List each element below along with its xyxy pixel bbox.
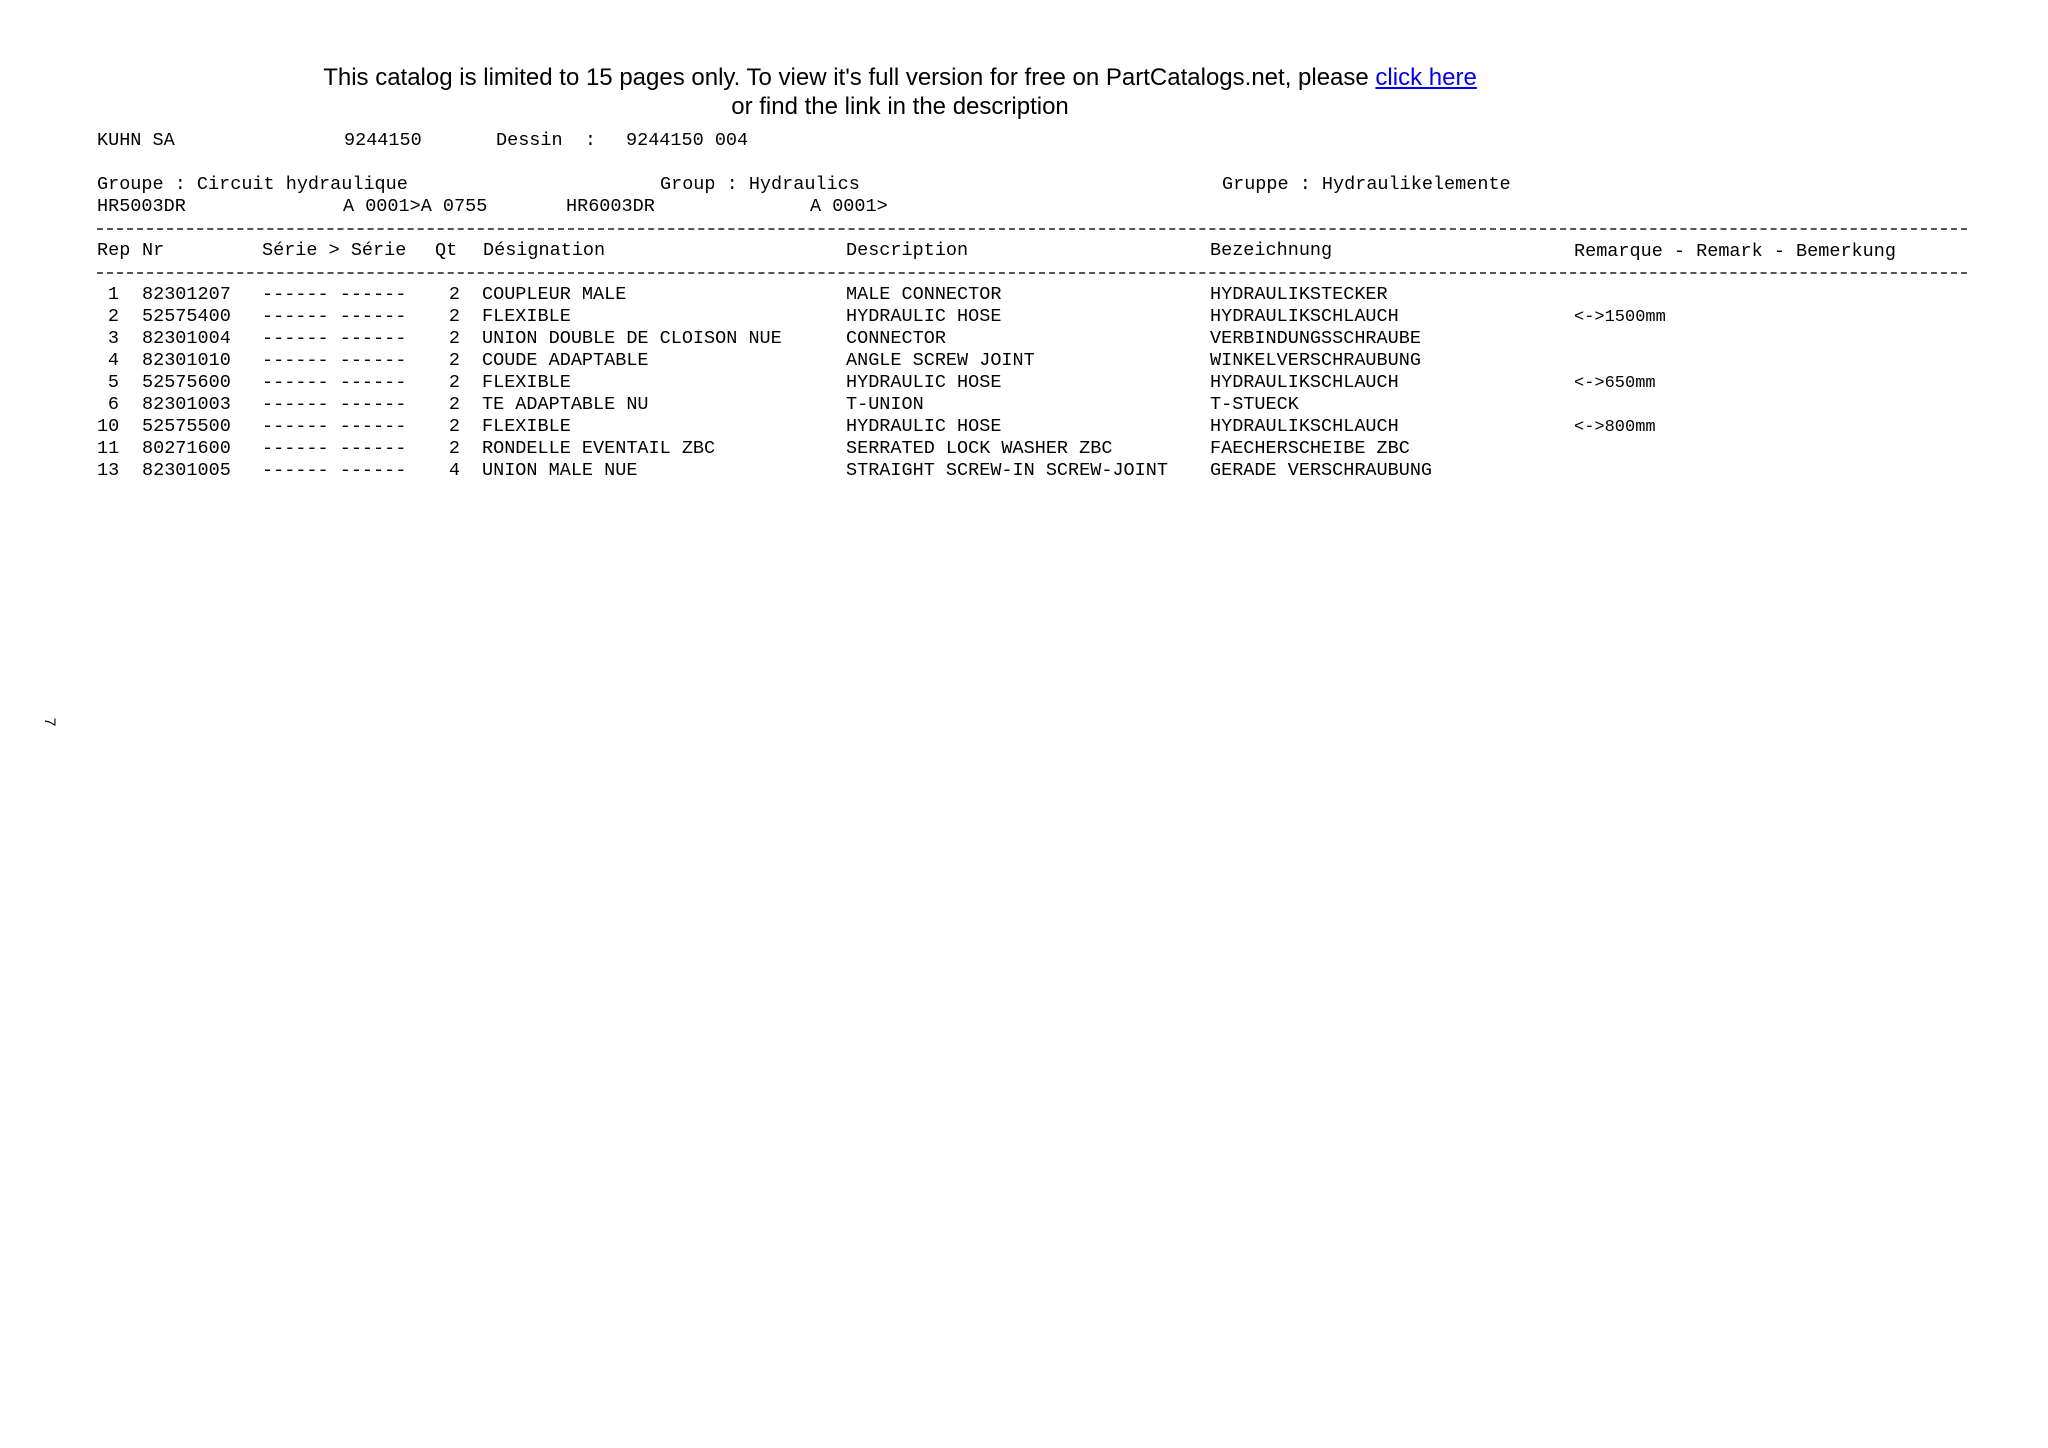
cell-bezeichnung: HYDRAULIKSCHLAUCH bbox=[1210, 416, 1399, 437]
cell-rep: 11 bbox=[97, 438, 120, 459]
cell-description: HYDRAULIC HOSE bbox=[846, 306, 1002, 327]
header-rule-top bbox=[97, 228, 1967, 230]
cell-rep: 5 bbox=[107, 372, 119, 393]
cell-bezeichnung: HYDRAULIKSCHLAUCH bbox=[1210, 372, 1399, 393]
model-2-range: A 0001> bbox=[810, 196, 888, 217]
cell-designation: FLEXIBLE bbox=[482, 306, 571, 327]
cell-bezeichnung: VERBINDUNGSSCHRAUBE bbox=[1210, 328, 1421, 349]
cell-designation: RONDELLE EVENTAIL ZBC bbox=[482, 438, 716, 459]
cell-description: MALE CONNECTOR bbox=[846, 284, 1002, 305]
col-rep: Rep bbox=[97, 240, 131, 261]
catalog-banner-line2: or find the link in the description bbox=[731, 93, 1069, 120]
cell-remark: <->800mm bbox=[1574, 418, 1656, 437]
cell-remark: <->650mm bbox=[1574, 374, 1656, 393]
margin-page-mark: 7 bbox=[39, 717, 58, 727]
cell-serie: ------ ------ bbox=[262, 460, 407, 481]
cell-serie: ------ ------ bbox=[262, 438, 407, 459]
cell-serie: ------ ------ bbox=[262, 350, 407, 371]
cell-serie: ------ ------ bbox=[262, 284, 407, 305]
model-2: HR6003DR bbox=[566, 196, 655, 217]
cell-bezeichnung: GERADE VERSCHRAUBUNG bbox=[1210, 460, 1433, 481]
cell-designation: FLEXIBLE bbox=[482, 372, 571, 393]
cell-bezeichnung: T-STUECK bbox=[1210, 394, 1299, 415]
cell-bezeichnung: FAECHERSCHEIBE ZBC bbox=[1210, 438, 1410, 459]
cell-rep: 3 bbox=[107, 328, 119, 349]
cell-designation: COUPLEUR MALE bbox=[482, 284, 627, 305]
cell-nr: 52575600 bbox=[142, 372, 231, 393]
group-en: Group : Hydraulics bbox=[660, 174, 860, 195]
cell-qt: 2 bbox=[448, 306, 460, 327]
cell-description: HYDRAULIC HOSE bbox=[846, 372, 1002, 393]
company-name: KUHN SA bbox=[97, 130, 175, 151]
cell-qt: 2 bbox=[448, 416, 460, 437]
cell-bezeichnung: WINKELVERSCHRAUBUNG bbox=[1210, 350, 1421, 371]
cell-qt: 2 bbox=[448, 438, 460, 459]
cell-qt: 2 bbox=[448, 394, 460, 415]
col-qt: Qt bbox=[435, 240, 458, 261]
cell-nr: 80271600 bbox=[142, 438, 231, 459]
cell-rep: 6 bbox=[107, 394, 119, 415]
cell-nr: 82301005 bbox=[142, 460, 231, 481]
dessin-label: Dessin : bbox=[496, 130, 596, 151]
cell-description: STRAIGHT SCREW-IN SCREW-JOINT bbox=[846, 460, 1168, 481]
banner-text: This catalog is limited to 15 pages only. To view it's full version for free on PartCatalogs.net, please bbox=[323, 64, 1369, 91]
cell-qt: 4 bbox=[448, 460, 460, 481]
model-1-range: A 0001>A 0755 bbox=[343, 196, 488, 217]
click-here-link[interactable]: click here bbox=[1375, 64, 1477, 91]
cell-designation: TE ADAPTABLE NU bbox=[482, 394, 649, 415]
cell-designation: UNION MALE NUE bbox=[482, 460, 638, 481]
cell-rep: 13 bbox=[97, 460, 120, 481]
cell-rep: 10 bbox=[97, 416, 120, 437]
col-remark: Remarque - Remark - Bemerkung bbox=[1574, 241, 1896, 262]
cell-designation: COUDE ADAPTABLE bbox=[482, 350, 649, 371]
col-description: Description bbox=[846, 240, 969, 261]
group-de: Gruppe : Hydraulikelemente bbox=[1222, 174, 1511, 195]
cell-description: SERRATED LOCK WASHER ZBC bbox=[846, 438, 1113, 459]
cell-qt: 2 bbox=[448, 284, 460, 305]
dessin-value: 9244150 004 bbox=[626, 130, 749, 151]
cell-designation: UNION DOUBLE DE CLOISON NUE bbox=[482, 328, 782, 349]
col-bezeichnung: Bezeichnung bbox=[1210, 240, 1333, 261]
cell-serie: ------ ------ bbox=[262, 394, 407, 415]
cell-description: T-UNION bbox=[846, 394, 924, 415]
cell-nr: 82301003 bbox=[142, 394, 231, 415]
col-serie: Série > Série bbox=[262, 240, 407, 261]
cell-qt: 2 bbox=[448, 328, 460, 349]
cell-description: HYDRAULIC HOSE bbox=[846, 416, 1002, 437]
cell-serie: ------ ------ bbox=[262, 416, 407, 437]
col-designation: Désignation bbox=[483, 240, 606, 261]
cell-nr: 82301004 bbox=[142, 328, 231, 349]
catalog-ref: 9244150 bbox=[344, 130, 422, 151]
header-rule-bottom bbox=[97, 272, 1967, 274]
catalog-banner-line1 bbox=[0, 64, 1800, 92]
cell-nr: 82301010 bbox=[142, 350, 231, 371]
cell-rep: 2 bbox=[107, 306, 119, 327]
cell-description: ANGLE SCREW JOINT bbox=[846, 350, 1035, 371]
cell-remark: <->1500mm bbox=[1574, 308, 1666, 327]
cell-designation: FLEXIBLE bbox=[482, 416, 571, 437]
cell-nr: 52575400 bbox=[142, 306, 231, 327]
cell-rep: 4 bbox=[107, 350, 119, 371]
cell-bezeichnung: HYDRAULIKSTECKER bbox=[1210, 284, 1388, 305]
cell-nr: 52575500 bbox=[142, 416, 231, 437]
cell-bezeichnung: HYDRAULIKSCHLAUCH bbox=[1210, 306, 1399, 327]
cell-serie: ------ ------ bbox=[262, 306, 407, 327]
cell-serie: ------ ------ bbox=[262, 372, 407, 393]
model-1: HR5003DR bbox=[97, 196, 186, 217]
cell-nr: 82301207 bbox=[142, 284, 231, 305]
col-nr: Nr bbox=[142, 240, 165, 261]
group-fr: Groupe : Circuit hydraulique bbox=[97, 174, 408, 195]
cell-description: CONNECTOR bbox=[846, 328, 946, 349]
cell-serie: ------ ------ bbox=[262, 328, 407, 349]
cell-qt: 2 bbox=[448, 372, 460, 393]
cell-qt: 2 bbox=[448, 350, 460, 371]
cell-rep: 1 bbox=[107, 284, 119, 305]
